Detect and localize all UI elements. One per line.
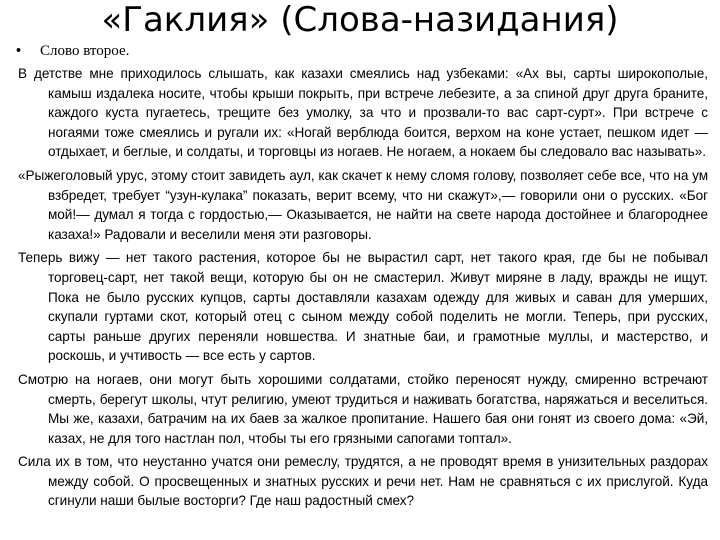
bullet-marker: • <box>16 43 22 59</box>
paragraph-5: Сила их в том, что неустанно учатся они ремеслу, трудятся, а не проводят время в унизительных раздорах между собой. О просвещенных и знатных русских и речи нет. Нам не сравняться с их прислугой. Куда сгинули наши былые восторги? Где наш радостный смех? <box>18 454 708 509</box>
paragraph-2: «Рыжеголовый урус, этому стоит завидеть аул, как скачет к нему сломя голову, позволяет себе все, что на ум взбредет, требует “узун-кулака” показать, верит всему, что ни скажут»,— говорили они о русских. «Бог мой!— думал я тогда с гордостью,— Оказывается, не найти на свете народа достойнее и благороднее казаха!» Радовали и веселили меня эти разговоры. <box>18 167 708 242</box>
slide-title: «Гаклия» (Слова-назидания) <box>101 0 619 40</box>
paragraph-1: В детстве мне приходилось слышать, как казахи смеялись над узбеками: «Ах вы, сарты широкополые, камыш издалека носите, чтобы крыши покрыть, при встрече лебезите, а за спиной друг друга браните, каждого куста пугаетесь, трещите без умолку, за что и прозвали-то вас сарт-сурт». При встрече с ногаями тоже смеялись и ругали их: «Ногай верблюда боится, верхом на коне устает, пешком идет — отдыхает, и беглые, и солдаты, и торговцы из ногаев. Не ногаем, а нокаем бы следовало вас называть». <box>18 66 708 160</box>
subtitle-row <box>16 42 129 60</box>
paragraph-3: Теперь вижу — нет такого растения, которое бы не вырастил сарт, нет такого края, где бы не побывал торговец-сарт, нет такой вещи, которую бы он не смастерил. Живут миряне в ладу, вражды не ищут. Пока не было русских купцов, сарты доставляли казахам одежду для живых и саван для умерших, скупали гуртами скот, который отец с сыном между собой поделить не могли. Теперь, при русских, сарты раньше других переняли новшества. И знатные баи, и грамотные муллы, и мастерство, и роскошь, и учтивость — все есть у сартов. <box>18 250 708 364</box>
body-text <box>18 64 708 515</box>
subtitle-text: Слово второе. <box>40 43 130 59</box>
paragraph-4: Смотрю на ногаев, они могут быть хорошими солдатами, стойко переносят нужду, смиренно встречают смерть, берегут школы, чтут религию, умеют трудиться и наживать богатства, наряжаться и веселиться. Мы же, казахи, батрачим на их баев за жалкое пропитание. Нашего бая они гонят из своего дома: «Эй, казах, не для того настлан пол, чтобы ты его грязными сапогами топтал». <box>18 371 708 446</box>
